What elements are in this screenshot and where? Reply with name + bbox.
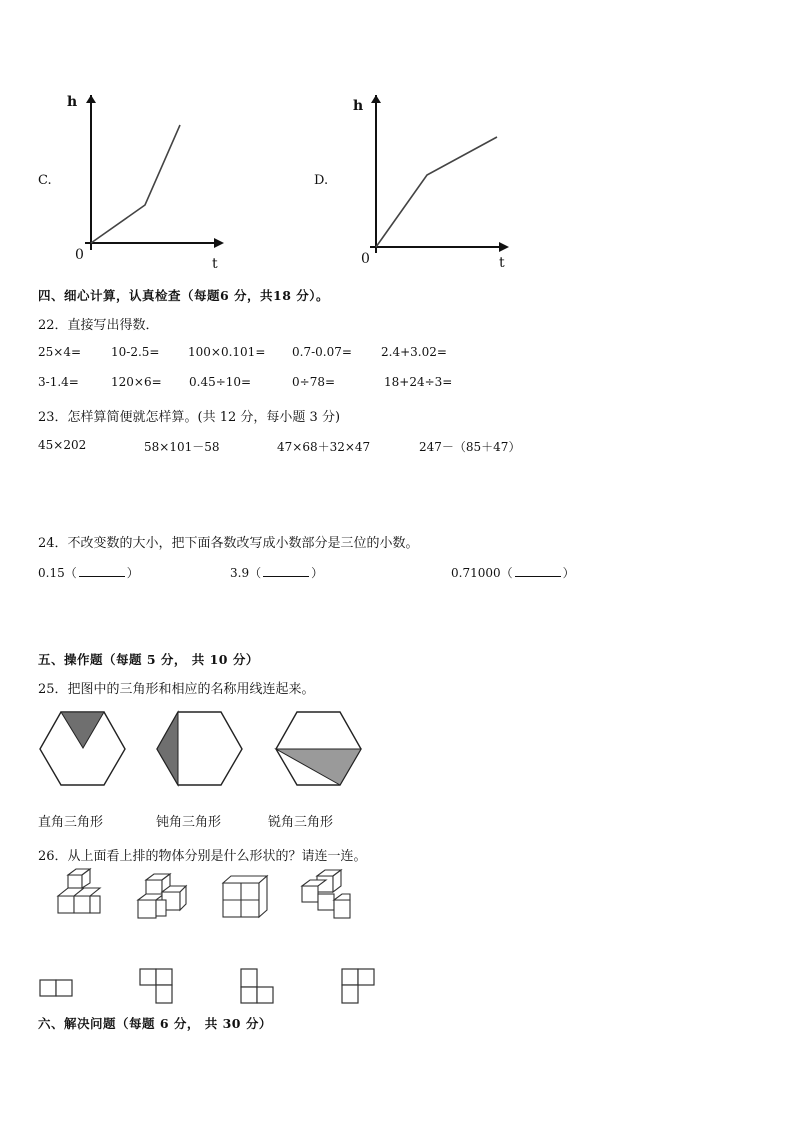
q23-item: 58×101－58 [144, 440, 220, 454]
q24-close: ） [562, 566, 575, 580]
graph-c-h-label: h [67, 94, 78, 110]
y-axis-arrow-icon [371, 95, 381, 103]
answer-blank[interactable] [515, 565, 561, 577]
q22-item: 18+24÷3= [384, 375, 453, 389]
graph-c-line [91, 125, 180, 243]
triangle-name: 锐角三角形 [268, 815, 334, 830]
section-4-title: 四、细心计算，认真检查（每题6 分，共18 分）。 [38, 288, 330, 303]
q26-prompt: 26．从上面看上排的物体分别是什么形状的？请连一连。 [38, 849, 367, 864]
q22-item: 0÷78= [292, 375, 336, 389]
hexagon-figure-3 [275, 711, 365, 791]
top-view-3 [239, 967, 279, 1007]
q22-item: 100×0.101= [188, 345, 266, 359]
q22-item: 120×6= [111, 375, 162, 389]
top-view-2 [138, 967, 178, 1007]
q22-item: 0.45÷10= [189, 375, 252, 389]
option-d-label: D. [314, 173, 329, 188]
obtuse-triangle-shape [157, 712, 178, 785]
q22-item: 2.4+3.02= [381, 345, 447, 359]
q22-item: 25×4= [38, 345, 82, 359]
top-view-4 [340, 967, 380, 1007]
option-c-label: C. [38, 173, 52, 188]
q23-item: 45×202 [38, 438, 87, 452]
q22-item: 0.7-0.07= [292, 345, 352, 359]
hexagon-figure-2 [156, 711, 246, 791]
q24-number: 0.15（ [38, 566, 77, 580]
triangle-name: 直角三角形 [38, 815, 104, 830]
graph-d-plot [345, 95, 545, 275]
q22-item: 3-1.4= [38, 375, 79, 389]
hexagon-figure-1 [39, 711, 129, 791]
section-5-title: 五、操作题（每题 5 分， 共 10 分） [38, 652, 259, 667]
q24-close: ） [311, 566, 324, 580]
graph-d-t-label: t [499, 255, 505, 271]
graph-c-origin: 0 [75, 247, 84, 263]
section-6-title: 六、解决问题（每题 6 分， 共 30 分） [38, 1016, 272, 1031]
cube-object-4 [299, 868, 357, 922]
q22-item: 10-2.5= [111, 345, 160, 359]
q24-number: 3.9（ [230, 566, 262, 580]
q23-item: 47×68＋32×47 [277, 440, 371, 454]
cube-object-3 [220, 873, 270, 925]
graph-d-h-label: h [353, 98, 364, 114]
y-axis-arrow-icon [86, 95, 96, 103]
answer-blank[interactable] [79, 565, 125, 577]
q23-prompt: 23．怎样算简便就怎样算。(共 12 分，每小题 3 分) [38, 410, 341, 425]
cube-object-1 [56, 873, 112, 921]
q24-item [451, 564, 575, 581]
graph-d-origin: 0 [361, 251, 370, 267]
x-axis-arrow-icon [499, 242, 509, 252]
graph-c-t-label: t [212, 256, 218, 272]
q23-item: 247－（85＋47） [419, 440, 521, 454]
q22-prompt: 22．直接写出得数． [38, 318, 159, 333]
q24-close: ） [126, 566, 139, 580]
q24-prompt: 24．不改变数的大小，把下面各数改写成小数部分是三位的小数。 [38, 536, 419, 551]
graph-c-plot [60, 95, 260, 275]
triangle-name: 钝角三角形 [156, 815, 222, 830]
q24-number: 0.71000（ [451, 566, 513, 580]
cube-object-2 [136, 872, 192, 924]
top-view-1 [38, 976, 78, 1000]
graph-d-line [376, 137, 497, 247]
q25-prompt: 25．把图中的三角形和相应的名称用线连起来。 [38, 682, 315, 697]
q24-item [230, 564, 323, 581]
answer-blank[interactable] [263, 565, 309, 577]
x-axis-arrow-icon [214, 238, 224, 248]
q24-item [38, 564, 139, 581]
